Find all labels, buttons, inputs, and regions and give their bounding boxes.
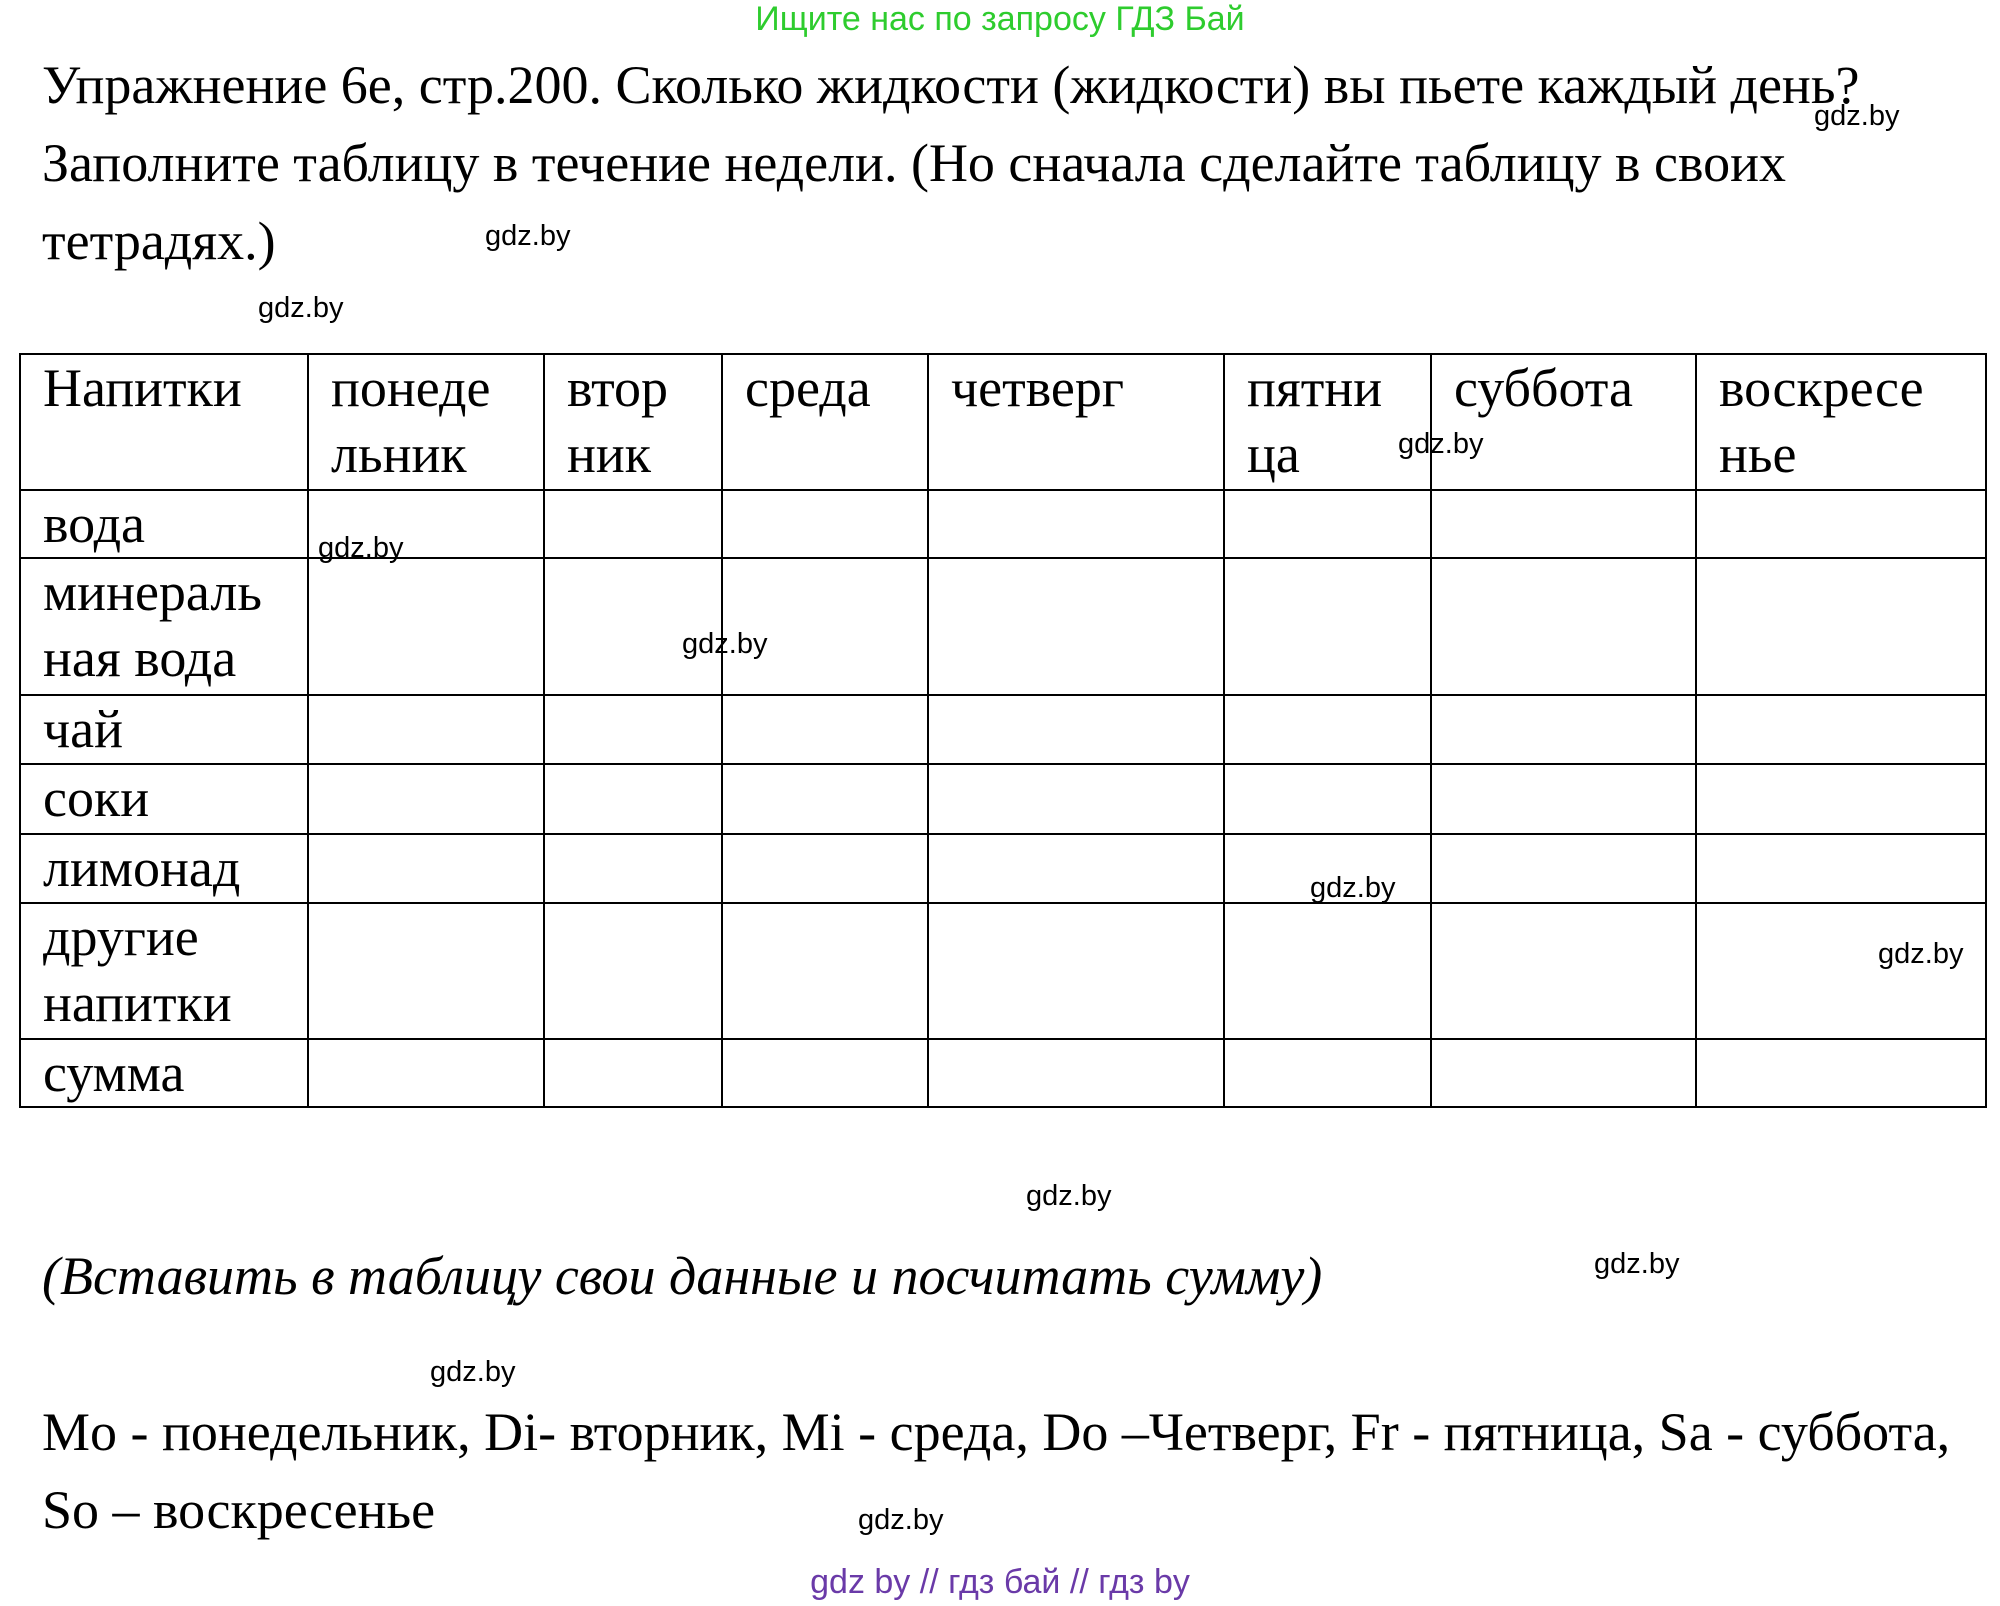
table-row xyxy=(20,764,1986,834)
table-header-row xyxy=(20,354,1986,490)
row-label: соки xyxy=(20,764,308,834)
watermark: gdz.by xyxy=(1878,938,1964,970)
header-cell: втор ник xyxy=(544,354,722,490)
table-row xyxy=(20,558,1986,695)
row-label: сумма xyxy=(20,1039,308,1107)
header-cell: пятни ца xyxy=(1224,354,1431,490)
header-cell: среда xyxy=(722,354,928,490)
day-abbreviation-legend: Mo - понедельник, Di- вторник, Mi - среда, Do –Четверг, Fr - пятница, Sa - суббота, So – воскресенье xyxy=(42,1402,1951,1540)
header-cell: Напитки xyxy=(20,354,308,490)
table-row xyxy=(20,1039,1986,1107)
table-row xyxy=(20,490,1986,558)
header-cell: суббота xyxy=(1431,354,1696,490)
header-cell: четверг xyxy=(928,354,1224,490)
instruction-note: (Вставить в таблицу свои данные и посчитать сумму) xyxy=(42,1246,1323,1306)
watermark: gdz.by xyxy=(682,628,768,660)
table-row xyxy=(20,903,1986,1039)
watermark: gdz.by xyxy=(485,220,571,252)
watermark: gdz.by xyxy=(1594,1248,1680,1280)
watermark: gdz.by xyxy=(258,292,344,324)
table-row xyxy=(20,834,1986,903)
table-row xyxy=(20,695,1986,764)
header-cell: воскресе нье xyxy=(1696,354,1986,490)
watermark: gdz.by xyxy=(1026,1180,1112,1212)
header-cell: понеде льник xyxy=(308,354,544,490)
search-hint-link[interactable]: Ищите нас по запросу ГДЗ Бай xyxy=(755,0,1245,38)
drinks-table xyxy=(19,353,1987,1108)
row-label: лимонад xyxy=(20,834,308,903)
watermark: gdz.by xyxy=(1398,428,1484,460)
row-label: минераль ная вода xyxy=(20,558,308,695)
task-text: Упражнение 6е, стр.200. Сколько жидкости (жидкости) вы пьете каждый день? Заполните таблицу в течение недели. (Но сначала сделайте таблицу в своих тетрадях.) xyxy=(42,55,1860,271)
row-label: другие напитки xyxy=(20,903,308,1039)
watermark: gdz.by xyxy=(858,1504,944,1536)
row-label: чай xyxy=(20,695,308,764)
footer-links[interactable]: gdz by // гдз бай // гдз by xyxy=(810,1563,1190,1601)
row-label: вода xyxy=(20,490,308,558)
watermark: gdz.by xyxy=(318,532,404,564)
watermark: gdz.by xyxy=(430,1356,516,1388)
watermark: gdz.by xyxy=(1814,100,1900,132)
watermark: gdz.by xyxy=(1310,872,1396,904)
